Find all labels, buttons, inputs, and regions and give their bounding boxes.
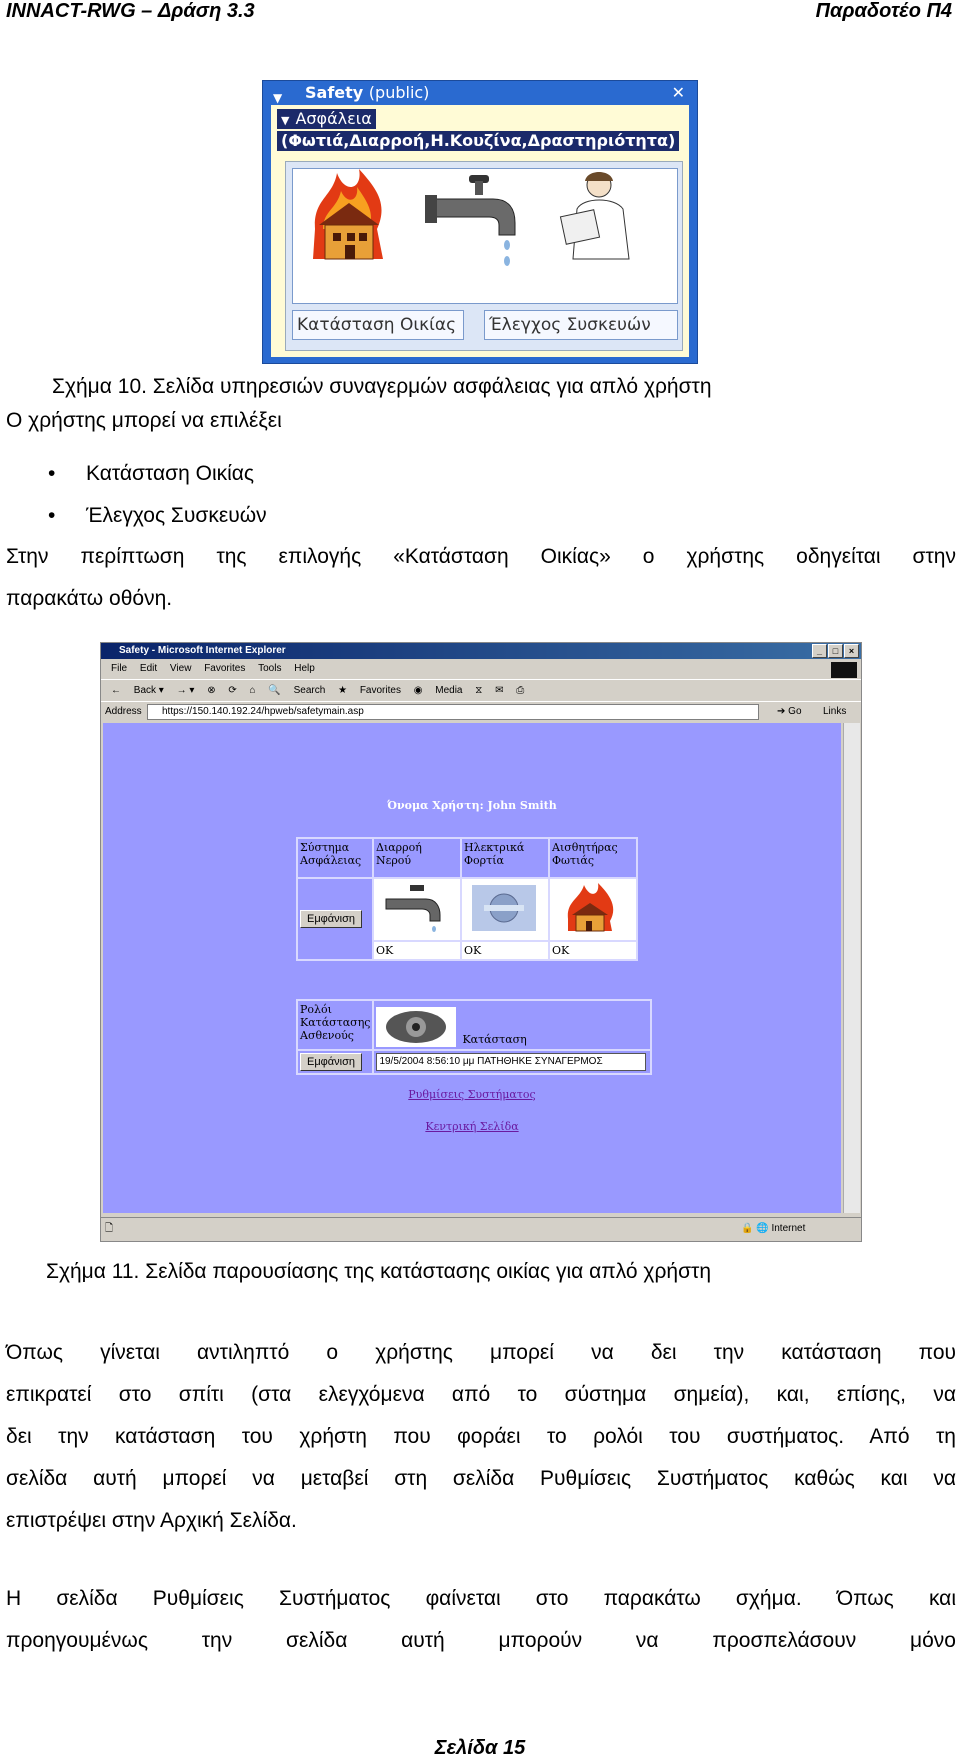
- bullet-text: Κατάσταση Οικίας: [86, 462, 255, 485]
- status-table: [296, 837, 638, 961]
- text-paragraph-line: προηγουμένως την σελίδα αυτή μπορούν να προσπελάσουν μόνο: [6, 1629, 956, 1652]
- browser-toolbar: [101, 679, 861, 702]
- safety-widget-titlebar: [263, 81, 697, 105]
- person-reading-icon[interactable]: [560, 172, 629, 259]
- refresh-icon[interactable]: ⟳: [228, 685, 237, 696]
- search-label: Search: [293, 685, 326, 696]
- maximize-icon[interactable]: □: [828, 644, 843, 658]
- address-input[interactable]: https://150.140.192.24/hpweb/safetymain.asp: [147, 704, 759, 720]
- water-tap-icon: [373, 878, 461, 941]
- menu-view[interactable]: View: [169, 663, 192, 674]
- favorites-button[interactable]: ★ Favorites: [338, 685, 401, 696]
- menu-favorites[interactable]: Favorites: [204, 663, 246, 674]
- figure10-caption: Σχήμα 10. Σελίδα υπηρεσιών συναγερμών ασφάλειας για απλό χρήστη: [52, 375, 712, 398]
- address-bar: [101, 701, 861, 722]
- search-button[interactable]: 🔍 Search: [268, 685, 326, 696]
- favorites-label: Favorites: [359, 685, 401, 696]
- bullet-icon: •: [48, 462, 56, 485]
- windows-logo-icon: [831, 662, 857, 678]
- figure11-caption: Σχήμα 11. Σελίδα παρουσίασης της κατάστασης οικίας για απλό χρήστη: [46, 1260, 712, 1283]
- history-icon[interactable]: ⧖: [475, 685, 483, 696]
- collapse-triangle-icon[interactable]: ▼: [273, 91, 283, 105]
- category-label: Ασφάλεια: [295, 109, 372, 128]
- bullet-item: [48, 462, 254, 486]
- fire-status: OK: [549, 941, 637, 960]
- column-header: Διαρροή Νερού: [373, 838, 461, 878]
- watch-device-icon: [376, 1007, 456, 1047]
- electric-status: OK: [461, 941, 549, 960]
- water-status: OK: [373, 941, 461, 960]
- widget-body: [271, 105, 689, 357]
- back-label: Back: [133, 685, 157, 696]
- menu-tools[interactable]: Tools: [258, 663, 282, 674]
- bullet-icon: •: [48, 504, 56, 527]
- text-paragraph-line: σελίδα αυτή μπορεί να μεταβεί στη σελίδα Ρυθμίσεις Συστήματος καθώς και να: [6, 1467, 956, 1490]
- house-fire-icon: [549, 878, 637, 941]
- close-icon[interactable]: ✕: [671, 83, 685, 102]
- watch-cell: [373, 1000, 651, 1050]
- watch-status-field[interactable]: 19/5/2004 8:56:10 μμ ΠΑΤΗΘΗΚΕ ΣΥΝΑΓΕΡΜΟΣ: [376, 1053, 646, 1071]
- text-paragraph-line: παρακάτω οθόνη.: [6, 587, 173, 610]
- widget-title: Safety: [305, 83, 364, 102]
- minimize-icon[interactable]: _: [812, 644, 827, 658]
- links-button[interactable]: Links: [823, 706, 847, 717]
- browser-menubar: [101, 660, 861, 678]
- bullet-text: Έλεγχος Συσκευών: [86, 504, 267, 527]
- forward-icon[interactable]: → ▾: [176, 685, 195, 696]
- text-paragraph-line: Όπως γίνεται αντιληπτό ο χρήστης μπορεί να δει την κατάσταση που: [6, 1341, 956, 1364]
- browser-content: [103, 723, 841, 1213]
- media-label: Media: [435, 685, 463, 696]
- device-check-button[interactable]: Έλεγχος Συσκευών: [484, 310, 678, 340]
- watch-label: Ρολόι Κατάστασης Ασθενούς: [297, 1000, 373, 1050]
- go-label: Go: [788, 706, 802, 717]
- browser-titlebar: [101, 643, 861, 659]
- column-header: Αισθητήρας Φωτιάς: [549, 838, 637, 878]
- water-tap-icon[interactable]: [425, 175, 515, 266]
- state-label: Κατάσταση: [462, 1033, 527, 1046]
- text-paragraph-line: επικρατεί στο σπίτι (στα ελεγχόμενα από το σύστημα σημεία), και, επίσης, να: [6, 1383, 956, 1406]
- expand-triangle-icon: ▼: [281, 114, 290, 127]
- internet-zone: 🔒 🌐 Internet: [741, 1223, 806, 1234]
- home-icon[interactable]: ⌂: [249, 685, 256, 696]
- menu-help[interactable]: Help: [294, 663, 315, 674]
- browser-statusbar: [101, 1217, 861, 1240]
- column-header: Σύστημα Ασφάλειας: [297, 838, 373, 878]
- user-name-label: Όνομα Χρήστη: John Smith: [387, 799, 557, 812]
- media-button[interactable]: ◉ Media: [413, 685, 463, 696]
- mail-icon[interactable]: ✉: [495, 685, 504, 696]
- bullet-item: [48, 504, 267, 528]
- browser-window: [100, 642, 862, 1242]
- category-items: (Φωτιά,Διαρροή,Η.Κουζίνα,Δραστηριότητα): [277, 131, 679, 151]
- page-icon: 🗋: [105, 1223, 114, 1234]
- main-page-link[interactable]: Κεντρική Σελίδα: [425, 1120, 519, 1133]
- back-button[interactable]: ← Back ▾: [111, 685, 164, 696]
- security-cell: [297, 878, 373, 960]
- page-number: Σελίδα 15: [434, 1737, 526, 1759]
- stop-icon[interactable]: ⊗: [207, 685, 216, 696]
- text-paragraph-line: επιστρέψει στην Αρχική Σελίδα.: [6, 1509, 297, 1532]
- safety-widget: [262, 80, 698, 364]
- header-project: INNACT-RWG – Δράση 3.3: [6, 0, 255, 22]
- internet-zone-label: Internet: [771, 1223, 806, 1234]
- vertical-scrollbar[interactable]: [843, 723, 860, 1213]
- menu-edit[interactable]: Edit: [139, 663, 158, 674]
- house-status-button[interactable]: Κατάσταση Οικίας: [292, 310, 464, 340]
- text-user-can-select: Ο χρήστης μπορεί να επιλέξει: [6, 409, 282, 432]
- column-header: Ηλεκτρικά Φορτία: [461, 838, 549, 878]
- widget-title-suffix: (public): [368, 83, 430, 102]
- watch-table: [296, 999, 652, 1075]
- system-settings-link[interactable]: Ρυθμίσεις Συστήματος: [408, 1088, 536, 1101]
- go-button[interactable]: ➔ Go: [777, 706, 802, 717]
- menu-file[interactable]: File: [111, 663, 128, 674]
- print-icon[interactable]: ⎙: [516, 685, 525, 696]
- address-label: Address: [105, 706, 142, 717]
- text-paragraph-line: Η σελίδα Ρυθμίσεις Συστήματος φαίνεται στο παρακάτω σχήμα. Όπως και: [6, 1587, 956, 1610]
- widget-buttons: [292, 310, 678, 340]
- watch-status-cell: [373, 1050, 651, 1074]
- electric-plug-icon: [461, 878, 549, 941]
- show-button[interactable]: Εμφάνιση: [300, 910, 362, 928]
- show-button[interactable]: Εμφάνιση: [300, 1053, 362, 1071]
- text-paragraph-line: Στην περίπτωση της επιλογής «Κατάσταση Οικίας» ο χρήστης οδηγείται στην: [6, 545, 956, 568]
- browser-title: Safety - Microsoft Internet Explorer: [119, 645, 286, 656]
- services-frame: [285, 161, 683, 351]
- close-icon[interactable]: ×: [844, 644, 859, 658]
- category-header[interactable]: [277, 109, 376, 129]
- text-paragraph-line: δει την κατάσταση του χρήστη που φοράει το ρολόι του συστήματος. Από τη: [6, 1425, 956, 1448]
- house-fire-icon[interactable]: [313, 169, 383, 259]
- header-deliverable: Παραδοτέο Π4: [815, 0, 952, 22]
- services-icons-panel: [292, 168, 678, 304]
- watch-show-cell: [297, 1050, 373, 1074]
